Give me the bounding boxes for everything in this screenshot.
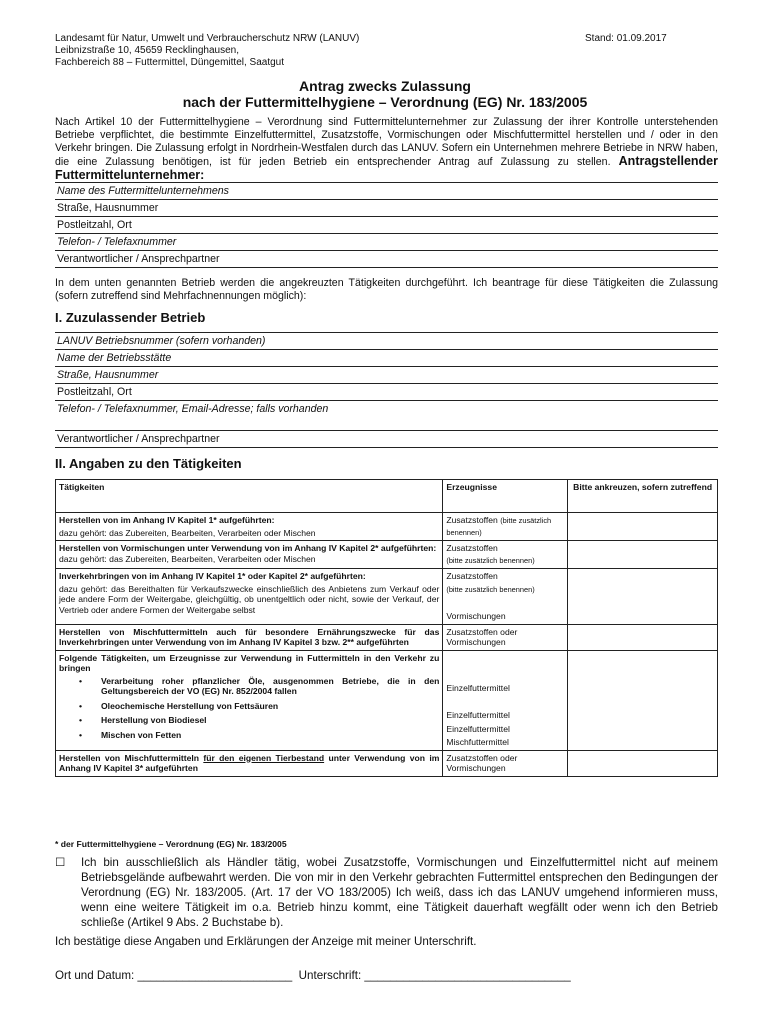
section2-heading: II. Angaben zu den Tätigkeiten — [55, 456, 242, 471]
activity-cell — [56, 569, 443, 625]
footnote: * der Futtermittelhygiene – Verordnung (EG) Nr. 183/2005 — [55, 839, 287, 849]
trader-declaration — [55, 855, 718, 930]
list-item — [79, 676, 439, 697]
table-row — [56, 513, 718, 541]
table-row — [56, 541, 718, 569]
activity-title — [56, 750, 443, 776]
section1-heading: I. Zuzulassender Betrieb — [55, 310, 206, 325]
activity-description: dazu gehört: das Bereithalten für Verkaufszwecke einschließlich des Anbietens zum Verkauf oder jede andere Form der Weitergabe, gleichgültig, ob unentgeltlich oder nicht, sowie der Verkauf, der Vertrieb oder andere Formen der Weitergabe selbst — [59, 583, 440, 615]
signature-line[interactable]: Ort und Datum: ________________________ Unterschrift: ________________________________ — [55, 969, 571, 982]
business-postcode-field[interactable]: Postleitzahl, Ort — [55, 384, 718, 401]
business-contact-field[interactable]: Telefon- / Telefaxnummer, Email-Adresse; falls vorhanden — [55, 401, 718, 431]
product-label: Zusatzstoffen — [446, 515, 498, 525]
table-header-row — [56, 480, 718, 513]
list-item — [79, 715, 439, 726]
form-title: Antrag zwecks Zulassung — [299, 78, 471, 94]
product-label: Einzelfuttermittel — [446, 723, 510, 734]
bullet-text: Herstellung von Biodiesel — [101, 715, 207, 725]
check-cell[interactable] — [568, 624, 718, 650]
applicant-contact-field[interactable]: Verantwortlicher / Ansprechpartner — [55, 251, 718, 268]
product-label: Zusatzstoffen oder Vormischungen — [443, 750, 568, 776]
authority-address — [55, 33, 385, 69]
trader-declaration-text: Ich bin ausschließlich als Händler tätig, wobei Zusatzstoffe, Vormischungen und Einzelfuttermittel nicht auf meinem Betriebsgelände aufbewahrt werden. Die von mir in den Verkehr gebrachten Futtermittel entsprechen den Bedingungen der Verordnung (EG) Nr. 183/2005. (Art. 17 der VO 183/2005) Ich weiß, dass ich das LANUV umgehend informieren muss, wenn eine weitere Tätigkeit im o.a. Betrieb hinzu kommt, eine Tätigkeit dauerhaft wegfällt oder wenn ich den Betrieb schließe (Artikel 9 Abs. 2 Buchstabe b). — [81, 856, 718, 929]
product-cell — [443, 541, 568, 569]
applicant-company-field[interactable]: Name des Futtermittelunternehmens — [55, 183, 718, 200]
product-label: Zusatzstoffen — [446, 571, 498, 581]
revision-date: Stand: 01.09.2017 — [585, 33, 667, 44]
activity-title: Herstellen von Vormischungen unter Verwendung von im Anhang IV Kapitel 2* aufgeführten: — [59, 543, 437, 553]
product-label: Zusatzstoffen — [446, 543, 498, 553]
business-number-field[interactable]: LANUV Betriebsnummer (sofern vorhanden) — [55, 333, 718, 350]
form-subtitle: nach der Futtermittelhygiene – Verordnung (EG) Nr. 183/2005 — [182, 94, 588, 110]
business-street-field[interactable]: Straße, Hausnummer — [55, 367, 718, 384]
bullet-text: Mischen von Fetten — [101, 729, 182, 740]
activity-cell — [56, 541, 443, 569]
activity-title: Folgende Tätigkeiten, um Erzeugnisse zur Verwendung in Futtermitteln in den Verkehr zu bringen — [59, 652, 440, 673]
check-cell[interactable] — [568, 650, 718, 750]
product-label: Mischfuttermittel — [446, 737, 509, 747]
table-row — [56, 650, 718, 750]
check-cell[interactable] — [568, 513, 718, 541]
bullet-icon: • — [79, 729, 83, 740]
table-row — [56, 750, 718, 776]
activity-title: Inverkehrbringen von im Anhang IV Kapitel 1* oder Kapitel 2* aufgeführten: — [59, 571, 366, 581]
activities-paragraph: In dem unten genannten Betrieb werden die angekreuzten Tätigkeiten durchgeführt. Ich beantrage für diese Tätigkeiten die Zulassung (sofern zutreffend sind Mehrfachnennungen möglich): — [55, 277, 718, 302]
col-products-header: Erzeugnisse — [443, 480, 568, 513]
table-row — [56, 624, 718, 650]
intro-paragraph — [55, 116, 718, 183]
activity-title-underlined: für den eigenen Tierbestand — [203, 752, 325, 763]
product-cell — [443, 513, 568, 541]
product-cell — [443, 650, 568, 750]
checkbox-icon[interactable]: ☐ — [55, 856, 66, 869]
table-row — [56, 569, 718, 625]
activity-description: dazu gehört: das Zubereiten, Bearbeiten, Verarbeiten oder Mischen — [59, 527, 316, 538]
activity-cell — [56, 513, 443, 541]
col-check-header: Bitte ankreuzen, sofern zutreffend — [568, 480, 718, 513]
activity-description: dazu gehört: das Zubereiten, Bearbeiten, Verarbeiten oder Mischen — [59, 553, 316, 564]
product-cell — [443, 569, 568, 625]
product-label: Einzelfuttermittel — [446, 682, 510, 693]
activity-title: Herstellen von Mischfuttermitteln auch für besondere Ernährungszwecke für das Inverkehrbringen unter Verwendung von im Anhang IV Kapitel 3 bzw. 2** aufgeführten — [56, 624, 443, 650]
business-name-field[interactable]: Name der Betriebsstätte — [55, 350, 718, 367]
product-label: Einzelfuttermittel — [446, 710, 510, 720]
bullet-text: Oleochemische Herstellung von Fettsäuren — [101, 700, 279, 711]
applicant-street-field[interactable]: Straße, Hausnummer — [55, 200, 718, 217]
applicant-heading: Antragstellender Futtermittelunternehmer: — [55, 154, 718, 182]
bullet-text: Verarbeitung roher pflanzlicher Öle, ausgenommen Betriebe, die in den Geltungsbereich der VO (EG) Nr. 852/2004 fallen — [101, 675, 440, 696]
activities-table — [55, 479, 718, 777]
check-cell[interactable] — [568, 569, 718, 625]
product-label: Vormischungen — [446, 611, 506, 621]
authority-street: Leibnizstraße 10, 45659 Recklinghausen, — [55, 45, 240, 56]
business-responsible-field[interactable]: Verantwortlicher / Ansprechpartner — [55, 431, 718, 448]
activity-title: Herstellen von im Anhang IV Kapitel 1* aufgeführten: — [59, 515, 275, 525]
check-cell[interactable] — [568, 750, 718, 776]
product-note: (bitte zusätzlich benennen) — [446, 516, 552, 537]
product-note: (bitte zusätzlich benennen) — [446, 555, 535, 565]
bullet-icon: • — [79, 700, 83, 711]
authority-department: Fachbereich 88 – Futtermittel, Düngemittel, Saatgut — [55, 57, 285, 68]
business-fields — [55, 332, 718, 448]
authority-name: Landesamt für Natur, Umwelt und Verbraucherschutz NRW (LANUV) — [55, 33, 360, 44]
activity-title-part: Herstellen von Mischfuttermitteln — [59, 752, 204, 763]
list-item — [79, 701, 439, 712]
list-item — [79, 730, 439, 741]
applicant-fields — [55, 182, 718, 268]
applicant-postcode-field[interactable]: Postleitzahl, Ort — [55, 217, 718, 234]
bullet-icon: • — [79, 675, 83, 686]
check-cell[interactable] — [568, 541, 718, 569]
product-note: (bitte zusätzlich benennen) — [446, 584, 535, 594]
confirmation-text: Ich bestätige diese Angaben und Erklärungen der Anzeige mit meiner Unterschrift. — [55, 935, 477, 948]
applicant-phone-field[interactable]: Telefon- / Telefaxnummer — [55, 234, 718, 251]
activity-title-part: unter Verwendung von im Anhang IV Kapitel 3* aufgeführten — [59, 752, 440, 773]
activity-cell — [56, 650, 443, 750]
intro-text: Nach Artikel 10 der Futtermittelhygiene – Verordnung sind Futtermittelunternehmer zur Zulassung der ihrer Kontrolle unterstehenden Betriebe verpflichtet, die bestimmte Einzelfuttermittel, Zusatzstoffe, Vormischungen oder Mischfuttermittel herstellen und / oder in den Verkehr bringen. Die Zulassung erfolgt in Nordrhein-Westfalen durch das LANUV. Sofern ein Unternehmen mehrere Betriebe in NRW haben, die eine Zulassung benötigen, ist für jeden Betrieb ein entsprechender Antrag auf Zulassung zu stellen. — [55, 116, 718, 168]
product-label: Zusatzstoffen oder Vormischungen — [443, 624, 568, 650]
col-activities-header: Tätigkeiten — [56, 480, 443, 513]
bullet-icon: • — [79, 715, 83, 725]
